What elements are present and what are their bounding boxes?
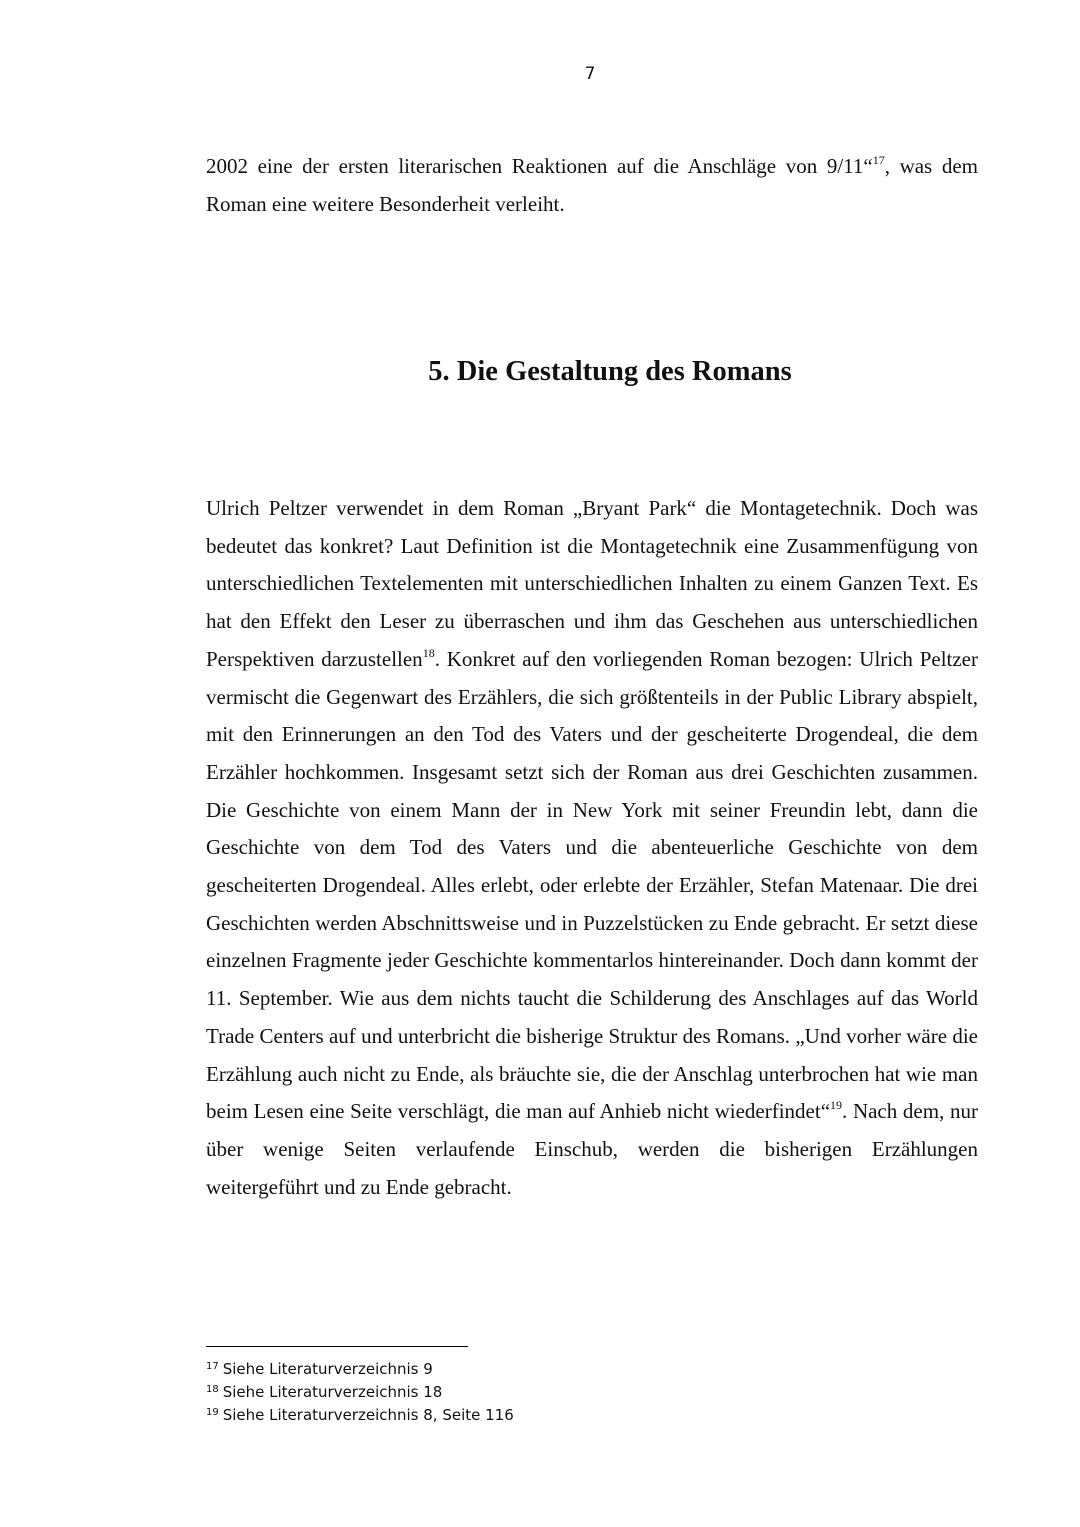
footnote-ref-19: 19: [830, 1098, 843, 1113]
section-heading: 5. Die Gestaltung des Romans: [428, 356, 792, 387]
footnote-number: 19: [206, 1407, 219, 1418]
footnote-number: 18: [206, 1384, 219, 1395]
footnote-text: Siehe Literaturverzeichnis 8, Seite 116: [222, 1406, 514, 1424]
footnote-item: [206, 1381, 514, 1404]
footnote-item: [206, 1358, 514, 1381]
footnote-text: Siehe Literaturverzeichnis 18: [222, 1383, 443, 1401]
footnote-ref-17: 17: [872, 153, 885, 167]
footnote-ref-18: 18: [422, 645, 435, 660]
intro-paragraph: [206, 148, 978, 223]
footnote-item: [206, 1404, 514, 1427]
intro-text-before: 2002 eine der ersten literarischen Reaktionen auf die Anschläge von 9/11“: [206, 154, 873, 178]
intro-text-after: , was dem Roman eine weitere Besonderheit verleiht.: [206, 154, 978, 216]
main-text-part2: . Konkret auf den vorliegenden Roman bezogen: Ulrich Peltzer vermischt die Gegenwart des Erzählers, die sich größtenteils in der Public Library abspielt, mit den Erinnerungen an den Tod des Vaters und der gescheiterte Drogendeal, die dem Erzähler hochkommen. Insgesamt setzt sich der Roman aus drei Geschichten zusammen. Die Geschichte von einem Mann der in New York mit seiner Freundin lebt, dann die Geschichte von dem Tod des Vaters und die abenteuerliche Geschichte von dem gescheiterten Drogendeal. Alles erlebt, oder erlebte der Erzähler, Stefan Matenaar. Die drei Geschichten werden Abschnittsweise und in Puzzelstücken zu Ende gebracht. Er setzt diese einzelnen Fragmente jeder Geschichte kommentarlos hintereinander. Doch dann kommt der 11. September. Wie aus dem nichts taucht die Schilderung des Anschlages auf das World Trade Centers auf und unterbricht die bisherige Struktur des Romans. „Und vorher wäre die Erzählung auch nicht zu Ende, als bräuchte sie, die der Anschlag unterbrochen hat wie man beim Lesen eine Seite verschlägt, die man auf Anhieb nicht wiederfindet“: [206, 646, 978, 1124]
page-number: 7: [584, 64, 596, 84]
footnote-number: 17: [206, 1361, 219, 1372]
main-text-part1: Ulrich Peltzer verwendet in dem Roman „Bryant Park“ die Montagetechnik. Doch was bedeutet das konkret? Laut Definition ist die Montagetechnik eine Zusammenfügung von unterschiedlichen Textelementen mit unterschiedlichen Inhalten zu einem Ganzen Text. Es hat den Effekt den Leser zu überraschen und ihm das Geschehen aus unterschiedlichen Perspektiven darzustellen: [206, 496, 978, 671]
footnote-text: Siehe Literaturverzeichnis 9: [222, 1360, 433, 1378]
footnote-separator: [206, 1346, 468, 1347]
footnote-list: [206, 1358, 514, 1427]
main-paragraph: [206, 490, 978, 1206]
main-text-part3: . Nach dem, nur über wenige Seiten verlaufende Einschub, werden die bisherigen Erzählungen weitergeführt und zu Ende gebracht.: [206, 1099, 978, 1199]
